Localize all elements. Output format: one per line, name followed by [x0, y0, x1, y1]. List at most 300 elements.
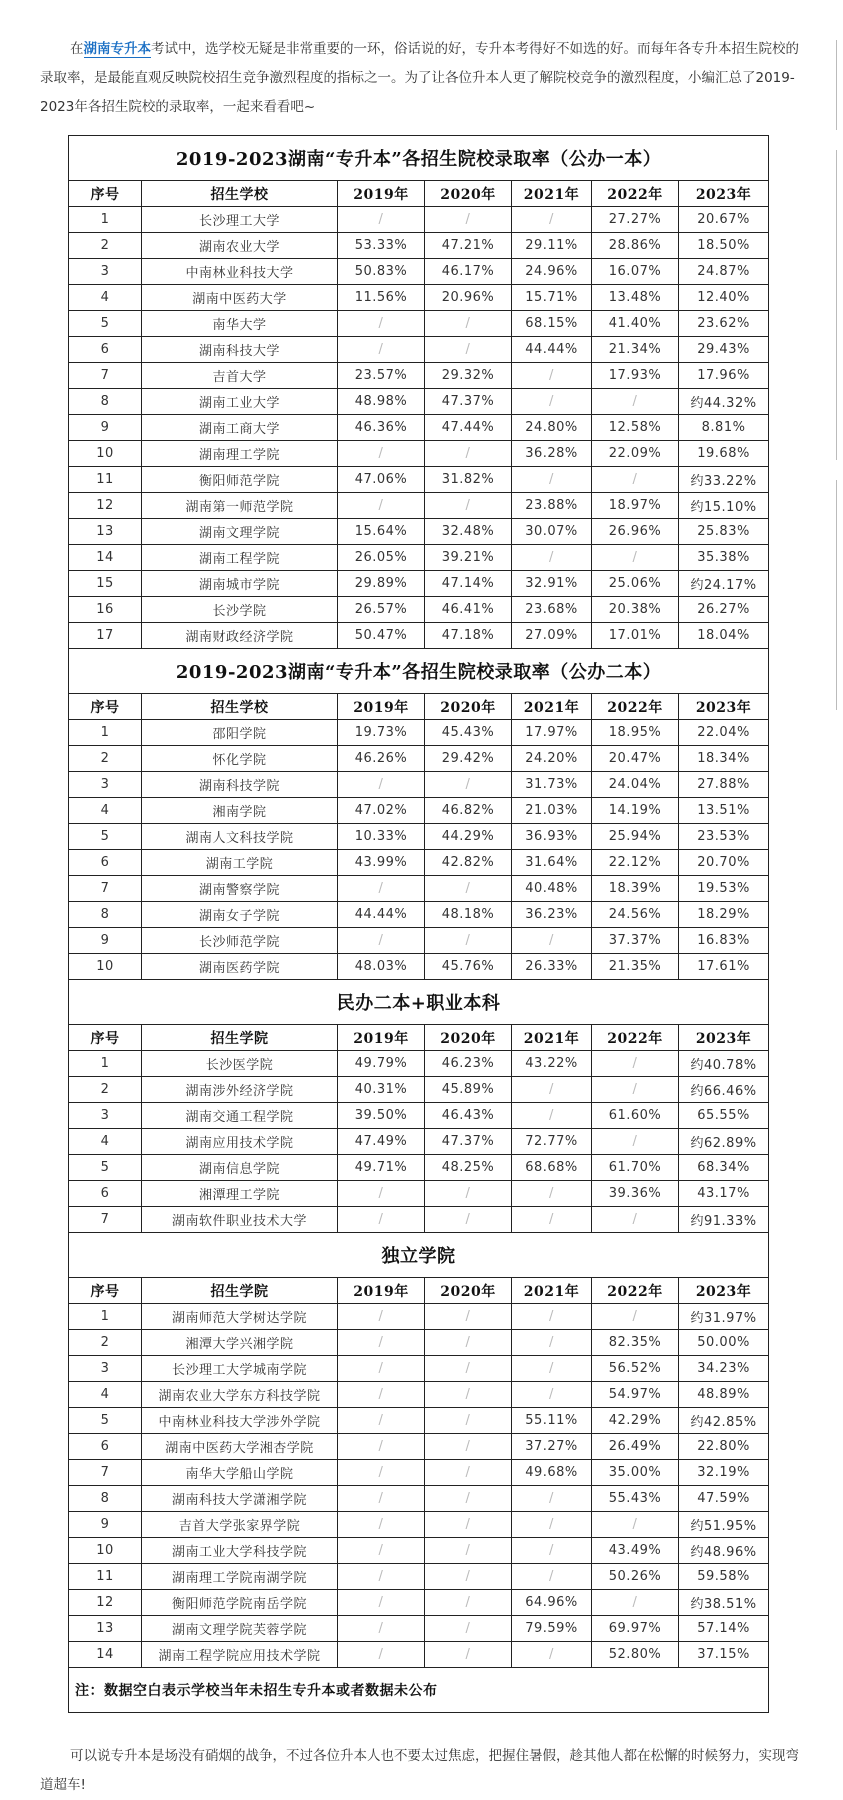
school-name: 南华大学船山学院	[142, 1460, 338, 1486]
rate-cell: 10.33%	[338, 824, 425, 850]
rate-cell: 26.49%	[592, 1434, 679, 1460]
rate-cell: 约44.32%	[679, 389, 769, 415]
rate-cell: 48.25%	[425, 1155, 512, 1181]
rate-cell: 49.71%	[338, 1155, 425, 1181]
hunan-zhuanshengben-link[interactable]: 湖南专升本	[83, 41, 151, 57]
column-header: 2021年	[512, 181, 592, 207]
rate-cell: 54.97%	[592, 1382, 679, 1408]
rate-cell: /	[338, 1642, 425, 1668]
school-name: 湖南农业大学东方科技学院	[142, 1382, 338, 1408]
rate-cell: 61.70%	[592, 1155, 679, 1181]
rate-cell: 36.28%	[512, 441, 592, 467]
rate-cell: /	[425, 1330, 512, 1356]
row-index: 4	[69, 1382, 142, 1408]
rate-cell: 19.53%	[679, 876, 769, 902]
row-index: 10	[69, 1538, 142, 1564]
rate-cell: 43.49%	[592, 1538, 679, 1564]
rate-cell: /	[592, 467, 679, 493]
table-row	[69, 519, 769, 545]
rate-cell: /	[425, 1512, 512, 1538]
rate-cell: 36.93%	[512, 824, 592, 850]
rate-cell: 47.37%	[425, 389, 512, 415]
rate-cell: 13.51%	[679, 798, 769, 824]
rate-cell: 45.76%	[425, 954, 512, 980]
rate-cell: 18.34%	[679, 746, 769, 772]
table-row	[69, 1564, 769, 1590]
rate-cell: 29.89%	[338, 571, 425, 597]
row-index: 5	[69, 824, 142, 850]
row-index: 3	[69, 259, 142, 285]
rate-cell: /	[425, 1408, 512, 1434]
rate-cell: /	[512, 467, 592, 493]
rate-cell: 46.43%	[425, 1103, 512, 1129]
school-name: 湖南软件职业技术大学	[142, 1207, 338, 1233]
table-row	[69, 720, 769, 746]
row-index: 3	[69, 772, 142, 798]
rate-cell: /	[592, 389, 679, 415]
rate-cell: 29.43%	[679, 337, 769, 363]
table-row	[69, 876, 769, 902]
rate-cell: 41.40%	[592, 311, 679, 337]
row-index: 10	[69, 441, 142, 467]
school-name: 湖南科技大学	[142, 337, 338, 363]
row-index: 7	[69, 1460, 142, 1486]
rate-cell: 18.39%	[592, 876, 679, 902]
row-index: 7	[69, 363, 142, 389]
rate-cell: 29.11%	[512, 233, 592, 259]
rate-cell: 26.05%	[338, 545, 425, 571]
section-title-row	[69, 649, 769, 694]
rate-cell: 20.96%	[425, 285, 512, 311]
section-title: 民办二本+职业本科	[69, 980, 769, 1025]
row-index: 9	[69, 928, 142, 954]
school-name: 湘南学院	[142, 798, 338, 824]
rate-cell: 17.61%	[679, 954, 769, 980]
column-header: 2020年	[425, 1278, 512, 1304]
table-header-row	[69, 1278, 769, 1304]
rate-cell: /	[338, 1304, 425, 1330]
side-divider	[836, 40, 837, 130]
rate-cell: /	[425, 1356, 512, 1382]
row-index: 7	[69, 876, 142, 902]
row-index: 3	[69, 1103, 142, 1129]
school-name: 湖南交通工程学院	[142, 1103, 338, 1129]
school-name: 湖南农业大学	[142, 233, 338, 259]
column-header: 2019年	[338, 1025, 425, 1051]
school-name: 湘潭理工学院	[142, 1181, 338, 1207]
school-name: 湖南中医药大学湘杏学院	[142, 1434, 338, 1460]
rate-cell: 23.57%	[338, 363, 425, 389]
column-header: 2022年	[592, 1025, 679, 1051]
column-header: 2023年	[679, 694, 769, 720]
column-header: 招生学院	[142, 1025, 338, 1051]
school-name: 湘潭大学兴湘学院	[142, 1330, 338, 1356]
school-name: 长沙学院	[142, 597, 338, 623]
table-row	[69, 850, 769, 876]
rate-cell: /	[512, 1330, 592, 1356]
school-name: 湖南人文科技学院	[142, 824, 338, 850]
rate-cell: 36.23%	[512, 902, 592, 928]
school-name: 湖南中医药大学	[142, 285, 338, 311]
row-index: 4	[69, 285, 142, 311]
table-row	[69, 746, 769, 772]
table-row	[69, 337, 769, 363]
rate-cell: /	[425, 1207, 512, 1233]
table-row	[69, 233, 769, 259]
rate-cell: 50.83%	[338, 259, 425, 285]
section-title-row	[69, 1233, 769, 1278]
rate-cell: 46.36%	[338, 415, 425, 441]
rate-cell: 约91.33%	[679, 1207, 769, 1233]
rate-cell: 45.43%	[425, 720, 512, 746]
rate-cell: /	[338, 1538, 425, 1564]
row-index: 14	[69, 545, 142, 571]
school-name: 吉首大学张家界学院	[142, 1512, 338, 1538]
column-header: 招生学院	[142, 1278, 338, 1304]
row-index: 15	[69, 571, 142, 597]
section-title: 独立学院	[69, 1233, 769, 1278]
school-name: 湖南信息学院	[142, 1155, 338, 1181]
school-name: 长沙理工大学	[142, 207, 338, 233]
rate-cell: /	[512, 1642, 592, 1668]
rate-cell: /	[425, 1181, 512, 1207]
table-row	[69, 285, 769, 311]
section-title-row	[69, 980, 769, 1025]
rate-cell: /	[512, 545, 592, 571]
rate-cell: 39.36%	[592, 1181, 679, 1207]
row-index: 12	[69, 493, 142, 519]
row-index: 6	[69, 850, 142, 876]
rate-cell: 13.48%	[592, 285, 679, 311]
row-index: 3	[69, 1356, 142, 1382]
rate-cell: /	[512, 1486, 592, 1512]
column-header: 2021年	[512, 1278, 592, 1304]
rate-cell: 11.56%	[338, 285, 425, 311]
section-title: 2019-2023湖南“专升本”各招生院校录取率（公办二本）	[69, 649, 769, 694]
rate-cell: /	[512, 1304, 592, 1330]
rate-cell: /	[592, 1512, 679, 1538]
row-index: 1	[69, 1304, 142, 1330]
intro-text: 考试中，选学校无疑是非常重要的一环，俗话说的好，专升本考得好不如选的好。而每年各专升本招生院校的录取率，是最能直观反映院校招生竞争激烈程度的指标之一。为了让各位升本人更了解院校竞争的激烈程度，小编汇总了2019-2023年各招生院校的录取率，一起来看看吧~	[40, 41, 799, 115]
school-name: 湖南文理学院	[142, 519, 338, 545]
rate-cell: 18.95%	[592, 720, 679, 746]
column-header: 2022年	[592, 1278, 679, 1304]
column-header: 序号	[69, 694, 142, 720]
rate-cell: 59.58%	[679, 1564, 769, 1590]
row-index: 13	[69, 1616, 142, 1642]
column-header: 2022年	[592, 181, 679, 207]
rate-cell: /	[512, 363, 592, 389]
rate-cell: 约24.17%	[679, 571, 769, 597]
rate-cell: 68.34%	[679, 1155, 769, 1181]
rate-cell: 24.96%	[512, 259, 592, 285]
rate-cell: 28.86%	[592, 233, 679, 259]
rate-cell: 17.96%	[679, 363, 769, 389]
rate-cell: /	[425, 337, 512, 363]
rate-cell: /	[425, 876, 512, 902]
column-header: 2019年	[338, 694, 425, 720]
rate-cell: 55.11%	[512, 1408, 592, 1434]
row-index: 2	[69, 1330, 142, 1356]
column-header: 序号	[69, 1278, 142, 1304]
table-row	[69, 824, 769, 850]
rate-cell: /	[425, 928, 512, 954]
rate-cell: 20.67%	[679, 207, 769, 233]
column-header: 2019年	[338, 1278, 425, 1304]
rate-cell: 35.38%	[679, 545, 769, 571]
rate-cell: 32.48%	[425, 519, 512, 545]
row-index: 8	[69, 389, 142, 415]
rate-cell: /	[338, 1616, 425, 1642]
rate-cell: 32.91%	[512, 571, 592, 597]
rate-cell: 44.44%	[512, 337, 592, 363]
table-row	[69, 1434, 769, 1460]
school-name: 湖南工商大学	[142, 415, 338, 441]
rate-cell: 约33.22%	[679, 467, 769, 493]
rate-cell: 18.04%	[679, 623, 769, 649]
table-row	[69, 415, 769, 441]
rate-cell: 16.83%	[679, 928, 769, 954]
rate-cell: 31.82%	[425, 467, 512, 493]
rate-cell: 46.17%	[425, 259, 512, 285]
rate-cell: 29.42%	[425, 746, 512, 772]
rate-cell: /	[425, 493, 512, 519]
rate-cell: /	[425, 311, 512, 337]
rate-cell: 72.77%	[512, 1129, 592, 1155]
column-header: 招生学校	[142, 694, 338, 720]
rate-cell: 26.96%	[592, 519, 679, 545]
school-name: 南华大学	[142, 311, 338, 337]
table-row	[69, 1616, 769, 1642]
rate-cell: 17.93%	[592, 363, 679, 389]
table-row	[69, 389, 769, 415]
rate-cell: 8.81%	[679, 415, 769, 441]
school-name: 湖南工业大学	[142, 389, 338, 415]
rate-cell: 43.22%	[512, 1051, 592, 1077]
rate-cell: /	[425, 1564, 512, 1590]
table-row	[69, 1155, 769, 1181]
rate-cell: 46.41%	[425, 597, 512, 623]
rate-cell: 24.87%	[679, 259, 769, 285]
rate-cell: /	[512, 389, 592, 415]
rate-cell: 49.79%	[338, 1051, 425, 1077]
rate-cell: 19.73%	[338, 720, 425, 746]
rate-cell: 40.48%	[512, 876, 592, 902]
rate-cell: 约31.97%	[679, 1304, 769, 1330]
rate-cell: 48.98%	[338, 389, 425, 415]
school-name: 湖南工程学院应用技术学院	[142, 1642, 338, 1668]
school-name: 邵阳学院	[142, 720, 338, 746]
table-row	[69, 311, 769, 337]
rate-cell: 79.59%	[512, 1616, 592, 1642]
rate-cell: 20.38%	[592, 597, 679, 623]
table-row	[69, 772, 769, 798]
rate-cell: 35.00%	[592, 1460, 679, 1486]
school-name: 长沙师范学院	[142, 928, 338, 954]
table-row	[69, 1103, 769, 1129]
rate-cell: 约38.51%	[679, 1590, 769, 1616]
section-title-row	[69, 136, 769, 181]
rate-cell: 21.35%	[592, 954, 679, 980]
rate-cell: 82.35%	[592, 1330, 679, 1356]
rate-cell: /	[592, 1051, 679, 1077]
rate-cell: 27.27%	[592, 207, 679, 233]
rate-cell: 15.71%	[512, 285, 592, 311]
rate-cell: /	[512, 1356, 592, 1382]
row-index: 16	[69, 597, 142, 623]
rate-cell: /	[425, 1382, 512, 1408]
row-index: 1	[69, 1051, 142, 1077]
table-row	[69, 798, 769, 824]
table-row	[69, 928, 769, 954]
row-index: 6	[69, 337, 142, 363]
rate-cell: /	[512, 1103, 592, 1129]
rate-cell: 48.03%	[338, 954, 425, 980]
rate-cell: 约15.10%	[679, 493, 769, 519]
rate-cell: 23.88%	[512, 493, 592, 519]
rate-cell: 31.64%	[512, 850, 592, 876]
rate-cell: 44.29%	[425, 824, 512, 850]
rate-cell: 25.06%	[592, 571, 679, 597]
table-row	[69, 1538, 769, 1564]
rate-cell: 50.47%	[338, 623, 425, 649]
school-name: 湖南医药学院	[142, 954, 338, 980]
rate-cell: /	[425, 1642, 512, 1668]
outro-paragraph: 可以说专升本是场没有硝烟的战争，不过各位升本人也不要太过焦虑，把握住暑假，趁其他人都在松懈的时候努力，实现弯道超车!	[40, 1748, 799, 1793]
column-header: 2020年	[425, 694, 512, 720]
rate-cell: 18.29%	[679, 902, 769, 928]
rate-cell: /	[512, 1512, 592, 1538]
table-row	[69, 1181, 769, 1207]
rate-cell: 26.33%	[512, 954, 592, 980]
column-header: 2022年	[592, 694, 679, 720]
rate-cell: /	[338, 1330, 425, 1356]
rate-cell: /	[592, 1207, 679, 1233]
row-index: 2	[69, 233, 142, 259]
rate-cell: 24.04%	[592, 772, 679, 798]
rate-cell: 43.99%	[338, 850, 425, 876]
side-divider	[836, 150, 837, 460]
rate-cell: 40.31%	[338, 1077, 425, 1103]
rate-cell: 37.27%	[512, 1434, 592, 1460]
school-name: 湖南涉外经济学院	[142, 1077, 338, 1103]
rate-cell: /	[338, 1512, 425, 1538]
rate-cell: /	[425, 1538, 512, 1564]
school-name: 湖南工业大学科技学院	[142, 1538, 338, 1564]
school-name: 湖南工学院	[142, 850, 338, 876]
rate-cell: 46.23%	[425, 1051, 512, 1077]
rate-cell: 34.23%	[679, 1356, 769, 1382]
table-row	[69, 1642, 769, 1668]
table-row	[69, 1382, 769, 1408]
rate-cell: /	[425, 207, 512, 233]
rate-cell: /	[512, 207, 592, 233]
rate-cell: 32.19%	[679, 1460, 769, 1486]
rate-cell: 61.60%	[592, 1103, 679, 1129]
rate-cell: 24.20%	[512, 746, 592, 772]
rate-cell: /	[338, 493, 425, 519]
rate-cell: 47.37%	[425, 1129, 512, 1155]
rate-cell: 57.14%	[679, 1616, 769, 1642]
column-header: 序号	[69, 181, 142, 207]
rate-cell: /	[338, 876, 425, 902]
school-name: 湖南文理学院芙蓉学院	[142, 1616, 338, 1642]
rate-cell: /	[512, 928, 592, 954]
rate-cell: 47.21%	[425, 233, 512, 259]
rate-cell: 50.00%	[679, 1330, 769, 1356]
rate-cell: 27.88%	[679, 772, 769, 798]
rate-cell: 约40.78%	[679, 1051, 769, 1077]
row-index: 9	[69, 1512, 142, 1538]
section-title: 2019-2023湖南“专升本”各招生院校录取率（公办一本）	[69, 136, 769, 181]
rate-cell: 55.43%	[592, 1486, 679, 1512]
school-name: 湖南科技大学潇湘学院	[142, 1486, 338, 1512]
table-row	[69, 1486, 769, 1512]
rate-cell: /	[338, 1590, 425, 1616]
rate-cell: /	[338, 337, 425, 363]
row-index: 11	[69, 1564, 142, 1590]
rate-cell: 39.50%	[338, 1103, 425, 1129]
rate-cell: 47.49%	[338, 1129, 425, 1155]
rate-cell: 23.62%	[679, 311, 769, 337]
table-header-row	[69, 694, 769, 720]
column-header: 2023年	[679, 1025, 769, 1051]
rate-cell: /	[338, 1356, 425, 1382]
rate-cell: /	[338, 1382, 425, 1408]
column-header: 序号	[69, 1025, 142, 1051]
rate-cell: 26.27%	[679, 597, 769, 623]
rate-cell: 14.19%	[592, 798, 679, 824]
school-name: 中南林业科技大学涉外学院	[142, 1408, 338, 1434]
school-name: 衡阳师范学院南岳学院	[142, 1590, 338, 1616]
row-index: 7	[69, 1207, 142, 1233]
rate-cell: /	[425, 1590, 512, 1616]
rate-cell: 20.70%	[679, 850, 769, 876]
column-header: 2020年	[425, 1025, 512, 1051]
rate-cell: 19.68%	[679, 441, 769, 467]
row-index: 1	[69, 720, 142, 746]
school-name: 湖南理工学院南湖学院	[142, 1564, 338, 1590]
table-row	[69, 1304, 769, 1330]
rate-cell: 17.01%	[592, 623, 679, 649]
table-row	[69, 1207, 769, 1233]
school-name: 湖南科技学院	[142, 772, 338, 798]
school-name: 长沙理工大学城南学院	[142, 1356, 338, 1382]
rate-cell: 69.97%	[592, 1616, 679, 1642]
column-header: 2023年	[679, 181, 769, 207]
rate-cell: /	[512, 1077, 592, 1103]
rate-cell: 48.18%	[425, 902, 512, 928]
row-index: 6	[69, 1434, 142, 1460]
school-name: 中南林业科技大学	[142, 259, 338, 285]
table-row	[69, 623, 769, 649]
rate-cell: 21.34%	[592, 337, 679, 363]
rate-cell: 约51.95%	[679, 1512, 769, 1538]
school-name: 衡阳师范学院	[142, 467, 338, 493]
school-name: 湖南理工学院	[142, 441, 338, 467]
rate-cell: 23.53%	[679, 824, 769, 850]
table-header-row	[69, 181, 769, 207]
table-row	[69, 1590, 769, 1616]
rate-cell: 31.73%	[512, 772, 592, 798]
rate-cell: 44.44%	[338, 902, 425, 928]
table-row	[69, 1408, 769, 1434]
column-header: 招生学校	[142, 181, 338, 207]
rate-cell: 约62.89%	[679, 1129, 769, 1155]
table-header-row	[69, 1025, 769, 1051]
table-row	[69, 1330, 769, 1356]
rate-cell: /	[338, 1181, 425, 1207]
